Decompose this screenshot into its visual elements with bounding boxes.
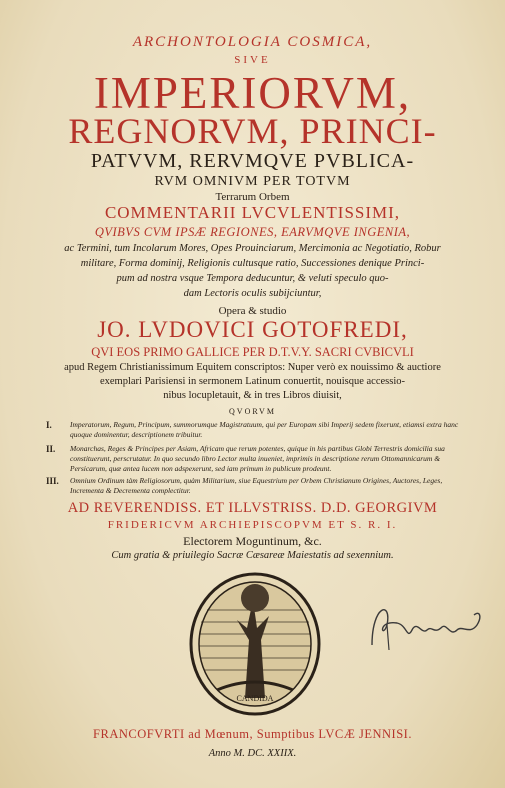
description-line-1: ac Termini, tum Incolarum Mores, Opes Prouinciarum, Mercimonia ac Negotiatio, Robur bbox=[64, 243, 441, 254]
contents-text: Omnium Ordinum tàm Religiosorum, quàm Militarium, siue Equestrium per Orbem Christianum Origines, Auctores, Leges, Incrementa & Decrementa complectitur. bbox=[70, 476, 443, 495]
title-regnorum: REGNORVM, PRINCI- bbox=[68, 111, 437, 151]
commentarii-line: COMMENTARII LVCVLENTISSIMI, bbox=[104, 203, 401, 222]
translator-line: QVI EOS PRIMO GALLICE PER D.T.V.Y. SACRI CVBICVLI bbox=[91, 345, 414, 359]
title-rum-omnium: RVM OMNIVM PER TOTVM bbox=[154, 174, 351, 189]
contents-item-2 bbox=[46, 444, 476, 474]
terrarum-orbem: Terrarum Orbem bbox=[215, 191, 290, 203]
contents-num: III. bbox=[46, 476, 59, 486]
privilege-line: Cum gratia & priuilegio Sacræ Cæsareæ Maiestatis ad sexennium. bbox=[111, 550, 394, 561]
contents-item-3 bbox=[46, 476, 476, 496]
handwritten-signature bbox=[362, 595, 492, 655]
printer-mark-emblem bbox=[187, 570, 323, 718]
contents-text: Imperatorum, Regum, Principum, summorumque Magistratuum, qui per Europam sibi Imperij sedem fixerunt, etiamsi extra hanc quoque dominentur, descriptionem tribuitur. bbox=[70, 420, 459, 439]
emblem-motto: CANDIDA bbox=[236, 694, 274, 703]
dedication-line-1: AD REVERENDISS. ET ILLVSTRISS. D.D. GEORGIVM bbox=[67, 500, 438, 516]
author-name: JO. LVDOVICI GOTOFREDI, bbox=[97, 317, 408, 342]
nibus-line: nibus locupletauit, & in tres Libros diuisit, bbox=[163, 390, 342, 401]
imprint-place: FRANCOFVRTI ad Mœnum, Sumptibus LVCÆ JENNISI. bbox=[93, 727, 412, 741]
contents-num: I. bbox=[46, 420, 52, 430]
quorum-line: QVORVM bbox=[229, 407, 276, 416]
apud-line: apud Regem Christianissimum Equitem conscriptos: Nuper verò ex nouissimo & auctiore bbox=[64, 362, 441, 373]
contents-item-1 bbox=[46, 420, 476, 440]
exemplari-line: exemplari Parisiensi in sermonem Latinum conuertit, nouisque accessio- bbox=[99, 376, 405, 387]
title-patuum: PATVVM, RERVMQVE PVBLICA- bbox=[90, 150, 415, 172]
description-line-3: pum ad nostra vsque Tempora deducuntur, & veluti speculo quo- bbox=[116, 273, 389, 284]
imprint-year: Anno M. DC. XXIIX. bbox=[208, 748, 297, 759]
title-imperiorum: IMPERIORVM, bbox=[93, 68, 412, 118]
dedication-line-2: FRIDERICVM ARCHIEPISCOPVM ET S. R. I. bbox=[107, 519, 398, 531]
sive-line: SIVE bbox=[234, 54, 271, 66]
description-line-2: militare, Forma dominij, Religionis cultusque ratio, Successiones denique Princi- bbox=[80, 258, 425, 269]
contents-text: Monarchas, Reges & Principes per Asiam, Africam que rerum potentes, quique in his partibus Globi Terrestris domicilia sua constituerunt, perscrutatur. In quo secundo libro Lector multa inueniet, imprimis in descriptione rerum Ottomannicarum & Persicarum, quæ antea lucem non adspexerunt, sed iam primum in publicum prodeunt. bbox=[70, 444, 445, 473]
subtitle-archontologia: ARCHONTOLOGIA COSMICA, bbox=[132, 34, 373, 50]
contents-num: II. bbox=[46, 444, 56, 454]
description-line-4: dam Lectoris oculis subijciuntur, bbox=[183, 288, 322, 299]
elector-line: Electorem Moguntinum, &c. bbox=[183, 534, 322, 548]
opera-studio: Opera & studio bbox=[218, 305, 287, 317]
quibus-line: QVIBVS CVM IPSÆ REGIONES, EARVMQVE INGENIA, bbox=[94, 225, 411, 239]
